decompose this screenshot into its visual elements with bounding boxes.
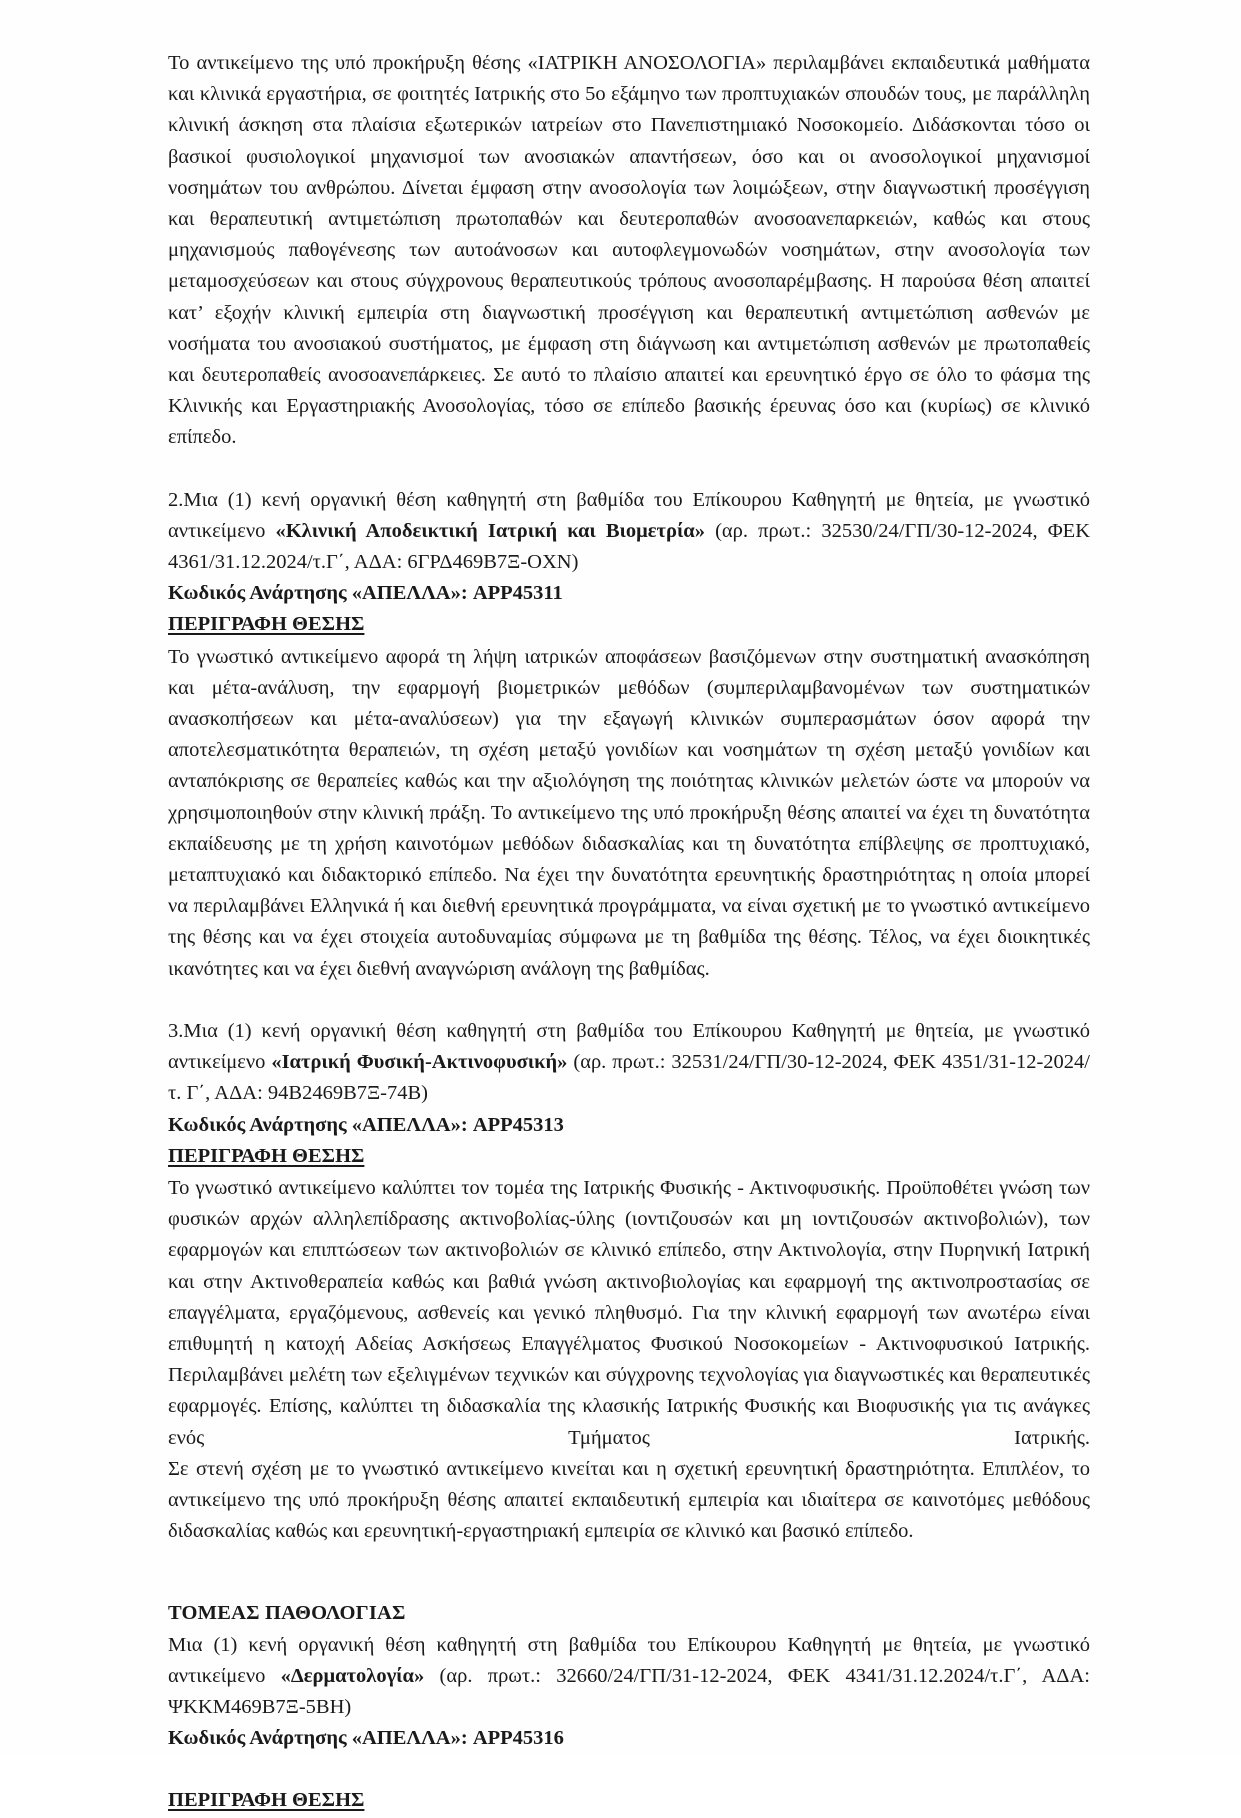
pathology-intro-prefix: Μια (1) κενή οργανική θέση καθηγητή στη βαθμίδα του Επίκουρου Καθηγητή με θητεία, με γνωστικό αντικείμενο (168, 1633, 1090, 1687)
pathology-subject: «Δερματολογία» (280, 1664, 425, 1687)
spacer (168, 1578, 1090, 1598)
position-2-apella-label: Κωδικός Ανάρτησης «ΑΠΕΛΛΑ»: (168, 582, 473, 605)
position-2-apella-line (168, 578, 1090, 609)
pathology-apella-label: Κωδικός Ανάρτησης «ΑΠΕΛΛΑ»: (168, 1727, 473, 1750)
spacer (168, 1547, 1090, 1578)
position-2-description-heading: ΠΕΡΙΓΡΑΦΗ ΘΕΣΗΣ (168, 613, 365, 636)
position-2-subject: «Κλινική Αποδεικτική Ιατρική και Βιομετρία» (275, 519, 706, 542)
position-3-description-part2: Σε στενή σχέση με το γνωστικό αντικείμενο κινείται και η σχετική ερευνητική δραστηριότητα. Επιπλέον, το αντικείμενο της υπό προκήρυξη θέσης απαιτεί εκπαιδευτική εμπειρία και ιδιαίτερα σε καινοτόμες μεθόδους διδασκαλίας καθώς και ερευνητική-εργαστηριακή εμπειρία σε κλινικό και βασικό επίπεδο. (168, 1457, 1090, 1543)
spacer (168, 454, 1090, 485)
position-2-intro-suffix: (αρ. πρωτ.: 32530/24/ΓΠ/30-12-2024, ΦΕΚ 4361/31.12.2024/τ.Γ΄, ΑΔΑ: 6ΓΡΔ469Β7Ξ-ΟΧΝ) (168, 519, 1091, 574)
position-3-intro (168, 1016, 1090, 1110)
pathology-apella-code: APP45316 (472, 1727, 564, 1750)
paragraph-immunology-description: Το αντικείμενο της υπό προκήρυξη θέσης «ΙΑΤΡΙΚΗ ΑΝΟΣΟΛΟΓΙΑ» περιλαμβάνει εκπαιδευτικά μαθήματα και κλινικά εργαστήρια, σε φοιτητές Ιατρικής στο 5ο εξάμηνο των προπτυχιακών σπουδών τους, με παράλληλη κλινική άσκηση στα πλαίσια εξωτερικών ιατρείων στο Πανεπιστημιακό Νοσοκομείο. Διδάσκονται τόσο οι βασικοί φυσιολογικοί μηχανισμοί των ανοσιακών απαντήσεων, όσο και οι ανοσολογικοί μηχανισμοί νοσημάτων του ανθρώπου. Δίνεται έμφαση στην ανοσολογία των λοιμώξεων, στην διαγνωστική προσέγγιση και θεραπευτική αντιμετώπιση πρωτοπαθών και δευτεροπαθών ανοσοανεπαρκειών, καθώς και στους μηχανισμούς παθογένεσης των αυτοάνοσων και αυτοφλεγμονωδών νοσημάτων, στην ανοσολογία των μεταμοσχεύσεων και στους σύγχρονους θεραπευτικούς τρόπους ανοσοπαρέμβασης. Η παρούσα θέση απαιτεί κατ’ εξοχήν κλινική εμπειρία στη διαγνωστική προσέγγιση και θεραπευτική αντιμετώπιση ασθενών με νοσήματα του ανοσιακού συστήματος, με έμφαση στη διάγνωση και αντιμετώπιση ασθενών με πρωτοπαθείς και δευτεροπαθείς ανοσοανεπάρκειες. Σε αυτό το πλαίσιο απαιτεί και ερευνητικό έργο σε όλο το φάσμα της Κλινικής και Εργαστηριακής Ανοσολογίας, τόσο σε επίπεδο βασικής έρευνας όσο και (κυρίως) σε κλινικό επίπεδο. (168, 52, 1090, 449)
document-content (168, 48, 1090, 1818)
position-3-apella-line (168, 1110, 1090, 1141)
position-3-intro-prefix: 3.Μια (1) κενή οργανική θέση καθηγητή στη βαθμίδα του Επίκουρου Καθηγητή με θητεία, με γνωστικό αντικείμενο (168, 1019, 1090, 1074)
position-3-intro-suffix: (αρ. πρωτ.: 32531/24/ΓΠ/30-12-2024, ΦΕΚ 4351/31-12-2024/τ. Γ΄, ΑΔΑ: 94Β2469Β7Ξ-74Β) (168, 1051, 1090, 1105)
position-3-apella-label: Κωδικός Ανάρτησης «ΑΠΕΛΛΑ»: (168, 1113, 473, 1136)
spacer (168, 985, 1090, 1016)
position-3-subject: «Ιατρική Φυσική-Ακτινοφυσική» (271, 1051, 568, 1074)
position-2-intro (168, 485, 1090, 579)
pathology-intro-suffix: (αρ. πρωτ.: 32660/24/ΓΠ/31-12-2024, ΦΕΚ 4341/31.12.2024/τ.Γ΄, ΑΔΑ: ΨΚΚΜ469Β7Ξ-5ΒΗ) (168, 1664, 1090, 1718)
pathology-apella-line (168, 1723, 1090, 1754)
position-2-description-heading-wrap (168, 609, 1090, 641)
position-2-intro-prefix: 2.Μια (1) κενή οργανική θέση καθηγητή στη βαθμίδα του Επίκουρου Καθηγητή με θητεία, με γνωστικό αντικείμενο (168, 488, 1090, 542)
section-heading-pathology: ΤΟΜΕΑΣ ΠΑΘΟΛΟΓΙΑΣ (168, 1602, 406, 1625)
position-2-apella-code: APP45311 (472, 582, 563, 605)
position-2-description: Το γνωστικό αντικείμενο αφορά τη λήψη ιατρικών αποφάσεων βασιζόμενων στην συστηματική ανασκόπηση και μέτα-ανάλυση, την εφαρμογή βιομετρικών μεθόδων (συμπεριλαμβανομένων των συστηματικών ανασκοπήσεων και μέτα-αναλύσεων) για την εξαγωγή κλινικών συμπερασμάτων όσον αφορά την αποτελεσματικότητα θεραπειών, τη σχέση μεταξύ γονιδίων και νοσημάτων τη σχέση μεταξύ γονιδίων και ανταπόκρισης σε θεραπείες καθώς και την αξιολόγηση της ποιότητας κλινικών μελετών ώστε να μπορούν να χρησιμοποιηθούν στην κλινική πράξη. Το αντικείμενο της υπό προκήρυξη θέσης απαιτεί να έχει τη δυνατότητα εκπαίδευσης με τη χρήση καινοτόμων μεθόδων διδασκαλίας και τη δυνατότητα επίβλεψης σε προπτυχιακό, μεταπτυχιακό και διδακτορικό επίπεδο. Να έχει την δυνατότητα ερευνητικής δραστηριότητας η οποία μπορεί να περιλαμβάνει Ελληνικά ή και διεθνή ερευνητικά προγράμματα, να είναι σχετική με το γνωστικό αντικείμενο της θέσης και να έχει στοιχεία αυτοδυναμίας σύμφωνα με τη βαθμίδα της θέσης. Τέλος, να έχει διοικητικές ικανότητες και να έχει διεθνή αναγνώριση ανάλογη της βαθμίδας. (168, 645, 1090, 980)
position-3-apella-code: APP45313 (472, 1113, 564, 1136)
spacer (168, 1754, 1090, 1785)
position-3-description: Το γνωστικό αντικείμενο καλύπτει τον τομέα της Ιατρικής Φυσικής - Ακτινοφυσικής. Προϋποθέτει γνώση των φυσικών αρχών αλληλεπίδρασης ακτινοβολίας-ύλης (ιοντιζουσών και μη ιοντιζουσών ακτινοβολιών), των εφαρμογών και επιπτώσεων των ακτινοβολιών σε κλινικό επίπεδο, στην Ακτινολογία, στην Πυρηνική Ιατρική και στην Ακτινοθεραπεία καθώς και βαθιά γνώση ακτινοβιολογίας και εφαρμογή της ακτινοπροστασίας σε επαγγέλματα, εργαζόμενους, ασθενείς και γενικό πληθυσμό. Για την κλινική εφαρμογή των ανωτέρω είναι επιθυμητή η κατοχή Αδείας Ασκήσεως Επαγγέλματος Φυσικού Νοσοκομείων - Ακτινοφυσικού Ιατρικής. Περιλαμβάνει μελέτη των εξελιγμένων τεχνικών και σύγχρονης τεχνολογίας για διαγνωστικές και θεραπευτικές εφαρμογές. Επίσης, καλύπτει τη διδασκαλία της κλασικής Ιατρικής Φυσικής και Βιοφυσικής για τις ανάγκες ενός Τμήματος Ιατρικής. (168, 1176, 1090, 1449)
pathology-description-heading: ΠΕΡΙΓΡΑΦΗ ΘΕΣΗΣ (168, 1789, 365, 1812)
position-3-description-heading-wrap (168, 1141, 1090, 1173)
position-3-description-heading: ΠΕΡΙΓΡΑΦΗ ΘΕΣΗΣ (168, 1144, 365, 1167)
pathology-position-intro (168, 1630, 1090, 1724)
pathology-description-heading-wrap (168, 1785, 1090, 1817)
